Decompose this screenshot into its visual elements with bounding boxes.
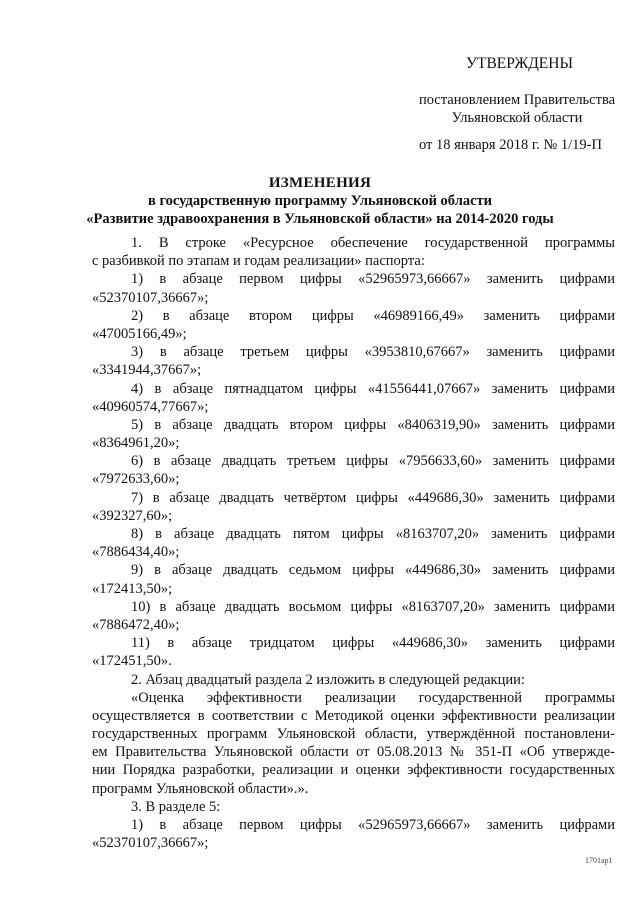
body-line: 1. В строке «Ресурсное обеспечение государственной программы xyxy=(131,235,615,251)
body-line: «47005166,49»; xyxy=(92,325,187,342)
body-line: 6) в абзаце двадцать третьем цифры «7956633,60» заменить цифрами xyxy=(131,453,615,470)
body-line: «392327,60»; xyxy=(92,507,173,524)
decree-line-2: Ульяновской области xyxy=(451,110,583,126)
body-line: 3) в абзаце третьем цифры «3953810,67667» заменить цифрами xyxy=(131,344,615,361)
body-line: 11) в абзаце тридцатом цифры «449686,30» заменить цифрами xyxy=(131,635,615,652)
body-line: «3341944,37667»; xyxy=(92,362,202,379)
body-line: 3. В разделе 5: xyxy=(131,798,221,815)
approval-stamp: УТВЕРЖДЕНЫ xyxy=(466,55,573,72)
body-line: 10) в абзаце двадцать восьмом цифры «8163707,20» заменить цифрами xyxy=(131,598,615,615)
body-line: «8364961,20»; xyxy=(92,435,180,452)
document-body xyxy=(92,234,615,852)
body-line: 2. Абзац двадцатый раздела 2 изложить в следующей редакции: xyxy=(131,671,525,688)
decree-reference xyxy=(412,91,622,127)
body-line: с разбивкой по этапам и годам реализации» паспорта: xyxy=(92,253,425,270)
body-line: 1) в абзаце первом цифры «52965973,66667» заменить цифрами xyxy=(131,817,615,833)
body-line: «7972633,60»; xyxy=(92,471,180,488)
body-line: 7) в абзаце двадцать четвёртом цифры «449686,30» заменить цифрами xyxy=(131,489,615,506)
body-line: «Оценка эффективности реализации государственной программы xyxy=(131,689,615,706)
document-subtitle-2: «Развитие здравоохранения в Ульяновской области» на 2014-2020 годы xyxy=(86,211,554,227)
body-line: 2) в абзаце втором цифры «46989166,49» заменить цифрами xyxy=(131,307,615,324)
body-line: 4) в абзаце пятнадцатом цифры «41556441,07667» заменить цифрами xyxy=(131,380,615,397)
document-title: ИЗМЕНЕНИЯ xyxy=(268,175,372,191)
document-code: 1701ap1 xyxy=(585,856,613,865)
body-line: «40960574,77667»; xyxy=(92,398,209,415)
body-line: нии Порядка разработки, реализации и оценки эффективности государственных xyxy=(92,762,615,779)
document-subtitle-1: в государственную программу Ульяновской области xyxy=(147,193,492,209)
body-line: «7886434,40»; xyxy=(92,544,180,561)
decree-date: от 18 января 2018 г. № 1/19-П xyxy=(419,137,602,153)
body-line: 8) в абзаце двадцать пятом цифры «8163707,20» заменить цифрами xyxy=(131,526,615,542)
body-line: 1) в абзаце первом цифры «52965973,66667» заменить цифрами xyxy=(131,271,615,288)
body-line: осуществляется в соответствии с Методикой оценки эффективности реализации xyxy=(92,707,615,724)
decree-line-1: постановлением Правительства xyxy=(418,92,616,108)
body-line: государственных программ Ульяновской области, утверждённой постановлени- xyxy=(92,726,615,743)
body-line: «52370107,36667»; xyxy=(92,289,209,306)
body-line: ем Правительства Ульяновской области от 05.08.2013 № 351-П «Об утвержде- xyxy=(92,744,615,761)
body-line: «172413,50»; xyxy=(92,580,173,597)
body-line: программ Ульяновской области».». xyxy=(92,780,309,797)
body-line: «52370107,36667»; xyxy=(92,835,209,852)
body-line: «172451,50». xyxy=(92,653,172,670)
body-line: 9) в абзаце двадцать седьмом цифры «449686,30» заменить цифрами xyxy=(131,562,615,579)
body-line: 5) в абзаце двадцать втором цифры «8406319,90» заменить цифрами xyxy=(131,416,615,433)
body-line: «7886472,40»; xyxy=(92,616,180,633)
